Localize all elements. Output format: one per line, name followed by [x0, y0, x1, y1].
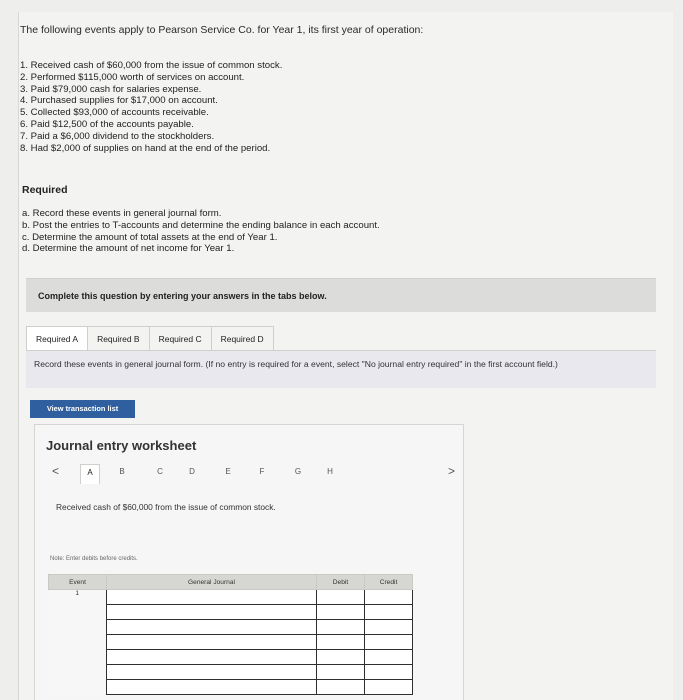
debit-input[interactable] [317, 665, 365, 680]
worksheet-tab-f[interactable]: F [259, 467, 265, 476]
debit-input[interactable] [317, 620, 365, 635]
journal-table [48, 574, 413, 695]
transaction-description: Received cash of $60,000 from the issue of common stock. [56, 502, 276, 512]
event-number: 1 [49, 590, 107, 605]
event-item: 2. Performed $115,000 worth of services on account. [20, 71, 245, 83]
worksheet-title: Journal entry worksheet [46, 438, 197, 453]
worksheet-tab-a[interactable]: A [80, 464, 100, 484]
debits-note: Note: Enter debits before credits. [50, 556, 138, 562]
account-input[interactable] [107, 635, 317, 650]
debit-input[interactable] [317, 590, 365, 605]
table-row [49, 665, 413, 680]
event-cell [49, 665, 107, 680]
tab-required-a[interactable]: Required A [26, 326, 88, 350]
tab-required-c[interactable]: Required C [149, 326, 212, 350]
credit-input[interactable] [365, 680, 413, 695]
account-input[interactable] [107, 665, 317, 680]
tab-required-b[interactable]: Required B [87, 326, 150, 350]
complete-banner [26, 278, 656, 312]
column-header-debit: Debit [317, 575, 365, 590]
credit-input[interactable] [365, 665, 413, 680]
required-list [22, 208, 380, 255]
debit-input[interactable] [317, 635, 365, 650]
account-input[interactable] [107, 605, 317, 620]
worksheet-tab-d[interactable]: D [189, 467, 195, 476]
worksheet-tab-c[interactable]: C [157, 467, 163, 476]
worksheet-tab-h[interactable]: H [327, 467, 333, 476]
account-input[interactable] [107, 680, 317, 695]
column-header-event: Event [49, 575, 107, 590]
table-row [49, 635, 413, 650]
credit-input[interactable] [365, 635, 413, 650]
table-row [49, 605, 413, 620]
table-row [49, 650, 413, 665]
complete-banner-text: Complete this question by entering your answers in the tabs below. [38, 291, 327, 301]
event-cell [49, 650, 107, 665]
worksheet-tab-b[interactable]: B [119, 467, 125, 476]
event-cell [49, 605, 107, 620]
required-heading: Required [22, 184, 68, 196]
tab-required-d[interactable]: Required D [211, 326, 274, 350]
event-item: 5. Collected $93,000 of accounts receivable. [20, 107, 209, 119]
event-item: 4. Purchased supplies for $17,000 on account. [20, 95, 218, 107]
event-cell [49, 620, 107, 635]
table-row [49, 590, 413, 605]
instruction-text: Record these events in general journal form. (If no entry is required for a event, select "No journal entry required" in the first account field.) [34, 359, 558, 369]
required-item: b. Post the entries to T-accounts and determine the ending balance in each account. [22, 219, 380, 231]
chevron-left-icon[interactable]: < [52, 464, 60, 478]
event-item: 6. Paid $12,500 of the accounts payable. [20, 118, 194, 130]
column-header-credit: Credit [365, 575, 413, 590]
account-input[interactable] [107, 620, 317, 635]
worksheet-tab-e[interactable]: E [225, 467, 231, 476]
chevron-right-icon[interactable]: > [448, 464, 456, 478]
debit-input[interactable] [317, 605, 365, 620]
required-item: c. Determine the amount of total assets at the end of Year 1. [22, 231, 278, 243]
account-input[interactable] [107, 650, 317, 665]
credit-input[interactable] [365, 605, 413, 620]
view-transaction-list-button[interactable]: View transaction list [30, 400, 135, 418]
debit-input[interactable] [317, 650, 365, 665]
event-cell [49, 635, 107, 650]
credit-input[interactable] [365, 650, 413, 665]
required-item: d. Determine the amount of net income for Year 1. [22, 243, 235, 255]
table-row [49, 680, 413, 695]
intro-text: The following events apply to Pearson Service Co. for Year 1, its first year of operation: [20, 24, 424, 36]
instruction-box [26, 350, 656, 388]
column-header-general-journal: General Journal [107, 575, 317, 590]
required-item: a. Record these events in general journal form. [22, 208, 222, 219]
debit-input[interactable] [317, 680, 365, 695]
table-row [49, 620, 413, 635]
events-list [20, 60, 282, 154]
event-cell [49, 680, 107, 695]
event-item: 8. Had $2,000 of supplies on hand at the end of the period. [20, 142, 271, 154]
credit-input[interactable] [365, 590, 413, 605]
worksheet-nav [48, 463, 468, 485]
account-input[interactable] [107, 590, 317, 605]
credit-input[interactable] [365, 620, 413, 635]
event-item: 1. Received cash of $60,000 from the issue of common stock. [20, 60, 283, 71]
required-tabs [26, 326, 273, 350]
event-item: 3. Paid $79,000 cash for salaries expense. [20, 83, 202, 95]
worksheet-tab-g[interactable]: G [294, 467, 302, 476]
event-item: 7. Paid a $6,000 dividend to the stockholders. [20, 130, 215, 142]
